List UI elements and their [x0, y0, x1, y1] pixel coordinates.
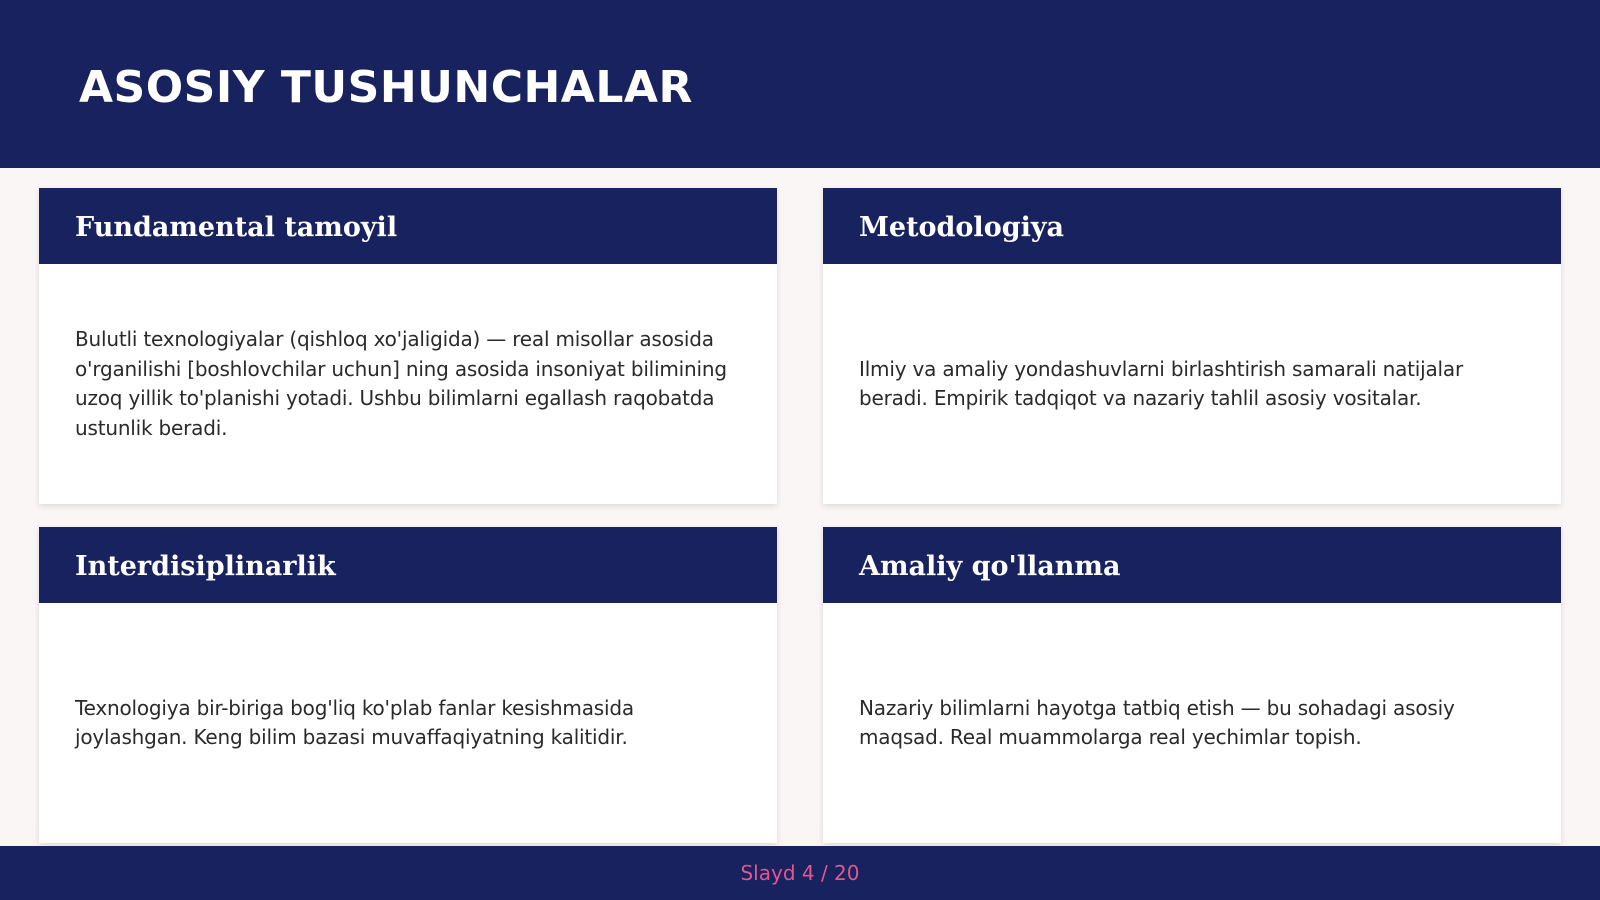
page-title: ASOSIY TUSHUNCHALAR [79, 62, 693, 113]
card-body [823, 603, 1561, 843]
card-header [39, 188, 777, 264]
card-header [823, 527, 1561, 603]
card-title: Amaliy qo'llanma [859, 551, 1121, 582]
card-title: Fundamental tamoyil [75, 212, 398, 243]
card-header [39, 527, 777, 603]
card-text: Texnologiya bir-biriga bog'liq ko'plab fanlar kesishmasida joylashgan. Keng bilim bazasi muvaffaqiyatning kalitidir. [75, 695, 634, 749]
card-text: Nazariy bilimlarni hayotga tatbiq etish — bu sohadagi asosiy maqsad. Real muammolarga real yechimlar topish. [859, 695, 1455, 749]
concept-card-fundamental [39, 188, 777, 504]
card-body [823, 264, 1561, 504]
concept-card-interdisciplinary [39, 527, 777, 843]
footer-bar [0, 846, 1600, 900]
card-title: Metodologiya [859, 212, 1065, 243]
card-text: Ilmiy va amaliy yondashuvlarni birlashtirish samarali natijalar beradi. Empirik tadqiqot va nazariy tahlil asosiy vositalar. [859, 356, 1463, 410]
card-body [39, 264, 777, 504]
slide-number: Slayd 4 / 20 [740, 861, 860, 885]
card-body [39, 603, 777, 843]
card-text: Bulutli texnologiyalar (qishloq xo'jaligida) — real misollar asosida o'rganilishi [boshlovchilar uchun] ning asosida insoniyat bilimining uzoq yillik to'planishi yotadi. Ushbu bilimlarni egallash raqobatda ustunlik beradi. [75, 327, 727, 440]
card-header [823, 188, 1561, 264]
concept-card-practical [823, 527, 1561, 843]
concept-card-methodology [823, 188, 1561, 504]
header-bar [0, 0, 1600, 168]
card-title: Interdisiplinarlik [75, 551, 336, 582]
